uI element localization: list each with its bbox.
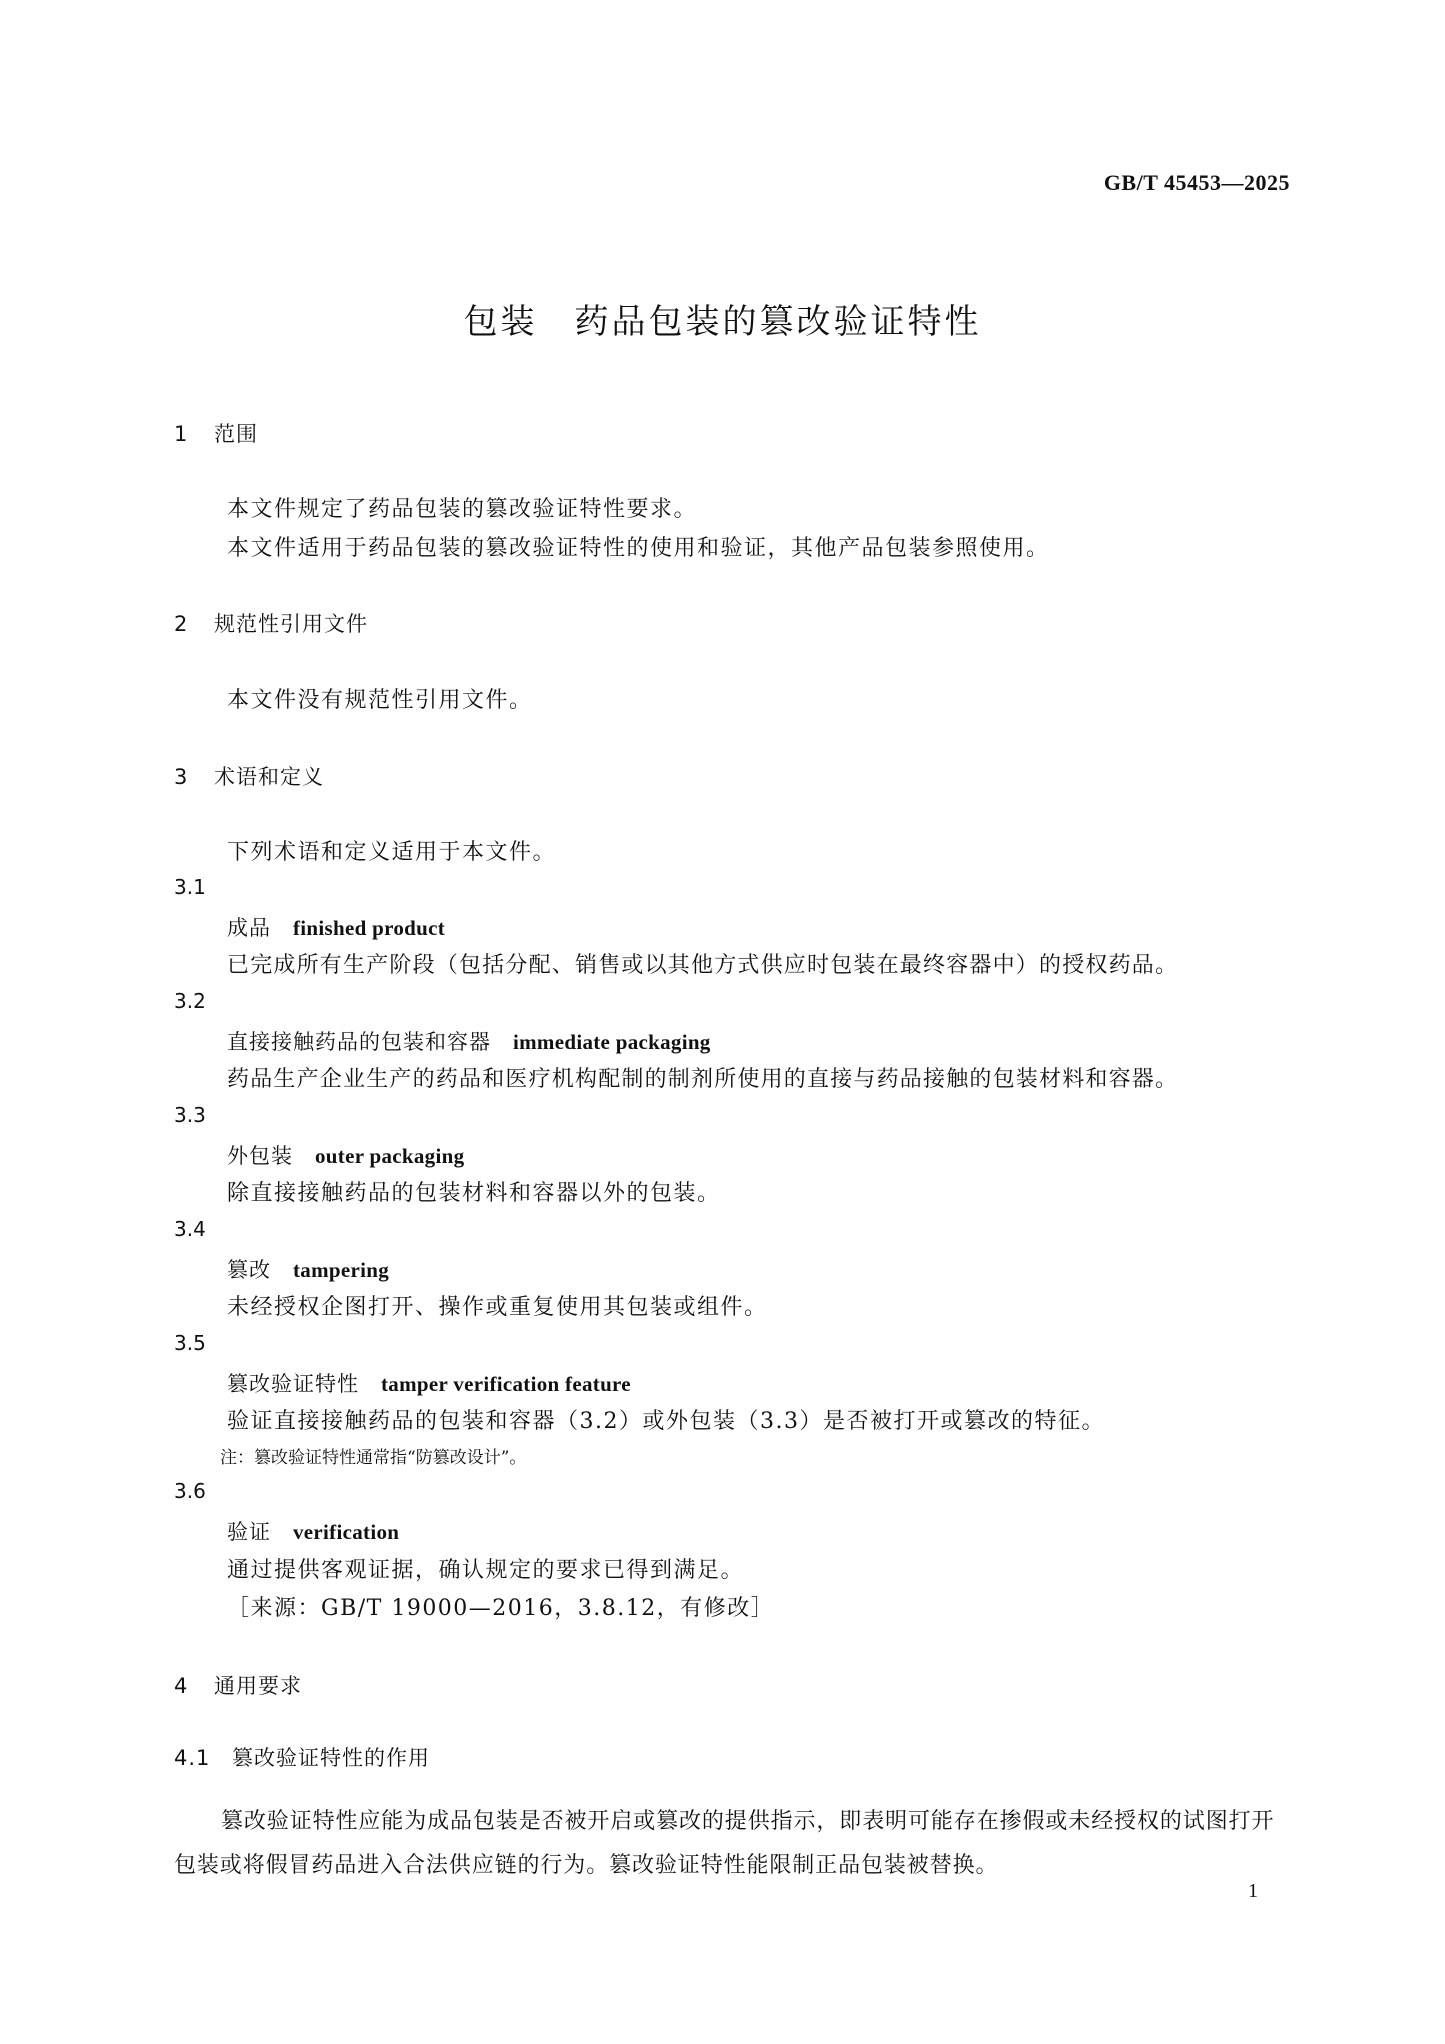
section-1-heading [174,418,258,448]
term-note: 注：篡改验证特性通常指“防篡改设计”。 [220,1448,527,1468]
section-title: 通用要求 [214,1674,302,1698]
section-2-heading [174,608,368,638]
term-name-zh: 篡改 [227,1258,271,1282]
term-number: 3.3 [174,1103,206,1127]
paragraph: 本文件适用于药品包装的篡改验证特性的使用和验证，其他产品包装参照使用。 [227,536,1050,561]
term-definition: 未经授权企图打开、操作或重复使用其包装或组件。 [227,1295,768,1320]
term-name-zh: 外包装 [227,1144,293,1168]
subsection-title: 篡改验证特性的作用 [232,1746,430,1770]
term-number: 3.4 [174,1217,206,1241]
term-name-en: tamper verification feature [381,1372,631,1396]
term-name [227,912,445,942]
term-definition: 通过提供客观证据，确认规定的要求已得到满足。 [227,1558,745,1583]
term-name-zh: 成品 [227,916,271,940]
term-name-zh: 验证 [227,1520,271,1544]
term-name-zh: 直接接触药品的包装和容器 [227,1030,491,1054]
section-3-heading [174,761,324,791]
term-name [227,1026,711,1056]
term-source: ［来源：GB/T 19000—2016，3.8.12，有修改］ [227,1596,775,1621]
section-title: 范围 [214,422,258,446]
term-name-en: outer packaging [315,1144,465,1168]
term-name-zh: 篡改验证特性 [227,1372,359,1396]
term-name [227,1254,389,1284]
section-number: 2 [174,612,189,636]
paragraph: 本文件规定了药品包装的篡改验证特性要求。 [227,497,698,522]
page-number: 1 [1248,1880,1258,1902]
term-number: 3.1 [174,875,206,899]
term-definition: 已完成所有生产阶段（包括分配、销售或以其他方式供应时包装在最终容器中）的授权药品。 [227,953,1179,978]
section-4-heading [174,1670,302,1700]
section-title: 术语和定义 [214,765,324,789]
subsection-4-1-heading [174,1742,430,1772]
term-number: 3.2 [174,989,206,1013]
term-definition: 药品生产企业生产的药品和医疗机构配制的制剂所使用的直接与药品接触的包装材料和容器。 [227,1067,1179,1092]
section-title: 规范性引用文件 [214,612,368,636]
term-name-en: immediate packaging [513,1030,711,1054]
term-definition: 验证直接接触药品的包装和容器（3.2）或外包装（3.3）是否被打开或篡改的特征。 [227,1409,1105,1434]
paragraph: 下列术语和定义适用于本文件。 [227,840,557,865]
section-number: 3 [174,765,189,789]
term-name-en: tampering [293,1258,390,1282]
term-name [227,1140,464,1170]
term-name [227,1516,399,1546]
document-title: 包装 药品包装的篡改验证特性 [463,302,982,342]
subsection-number: 4.1 [174,1746,211,1770]
body-paragraph: 篡改验证特性应能为成品包装是否被开启或篡改的提供指示，即表明可能存在掺假或未经授权的试图打开包装或将假冒药品进入合法供应链的行为。篡改验证特性能限制正品包装被替换。 [174,1809,1275,1878]
term-number: 3.5 [174,1331,206,1355]
term-number: 3.6 [174,1479,206,1503]
term-name [227,1368,631,1398]
standard-code: GB/T 45453—2025 [1103,170,1290,195]
term-name-en: verification [293,1520,400,1544]
section-number: 4 [174,1674,189,1698]
term-definition: 除直接接触药品的包装材料和容器以外的包装。 [227,1181,721,1206]
paragraph: 本文件没有规范性引用文件。 [227,688,533,713]
term-name-en: finished product [293,916,446,940]
section-number: 1 [174,422,189,446]
